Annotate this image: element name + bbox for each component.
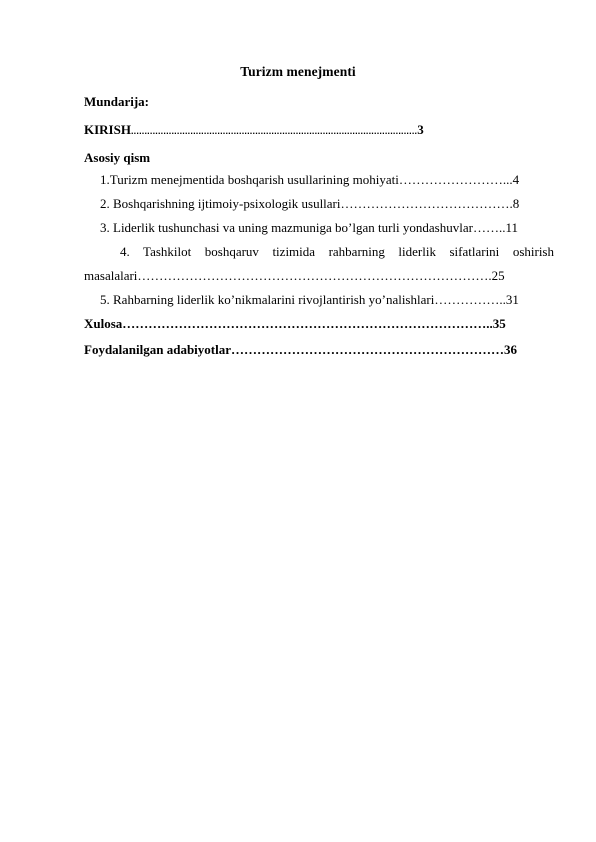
toc-page-number: 35 (492, 316, 506, 331)
toc-entry-text: 1.Turizm menejmentida boshqarish usullarining mohiyati……………………... (100, 172, 513, 187)
toc-entry-3 (100, 220, 518, 236)
toc-entry-4-line-1: 4. Tashkilot boshqaruv tizimida rahbarning liderlik sifatlarini oshirish (120, 244, 554, 259)
document-title: Turizm menejmenti (240, 64, 356, 79)
toc-entry-text: Xulosa………………………………………………………………………….. (84, 316, 493, 331)
toc-page-number: 8 (512, 196, 520, 211)
toc-page-number: 25 (491, 268, 505, 283)
toc-entry-text: masalalari………………………………………………………………………. (84, 268, 492, 283)
toc-entry-references (84, 342, 517, 358)
toc-page-number: 36 (504, 342, 517, 357)
main-part-heading: Asosiy qism (84, 150, 151, 165)
toc-entry-text: 3. Liderlik tushunchasi va uning mazmuniga bo’lgan turli yondashuvlar…….. (100, 220, 506, 235)
toc-page-number: 4 (512, 172, 520, 187)
toc-page-number: 31 (505, 292, 519, 307)
toc-entry-text: 2. Boshqarishning ijtimoiy-psixologik usullari…………………………………. (100, 196, 513, 211)
toc-leader-dots: .......................................................................................................... (130, 126, 418, 136)
toc-entry-text: 5. Rahbarning liderlik ko’nikmalarini rivojlantirish yo’nalishlari…………….. (100, 292, 506, 307)
toc-entry-5 (100, 292, 519, 308)
toc-entry-conclusion (84, 316, 506, 332)
contents-heading: Mundarija: (84, 94, 149, 109)
toc-entry-text: Foydalanilgan adabiyotlar……………………………………………………… (84, 342, 504, 357)
toc-entry-2 (100, 196, 519, 212)
toc-entry-1 (100, 172, 519, 188)
toc-entry-kirish (84, 122, 424, 138)
toc-page-number: 11 (505, 220, 518, 235)
toc-entry-label: KIRISH (84, 122, 131, 137)
toc-page-number: 3 (417, 122, 424, 137)
toc-entry-4-line-2 (84, 268, 505, 284)
